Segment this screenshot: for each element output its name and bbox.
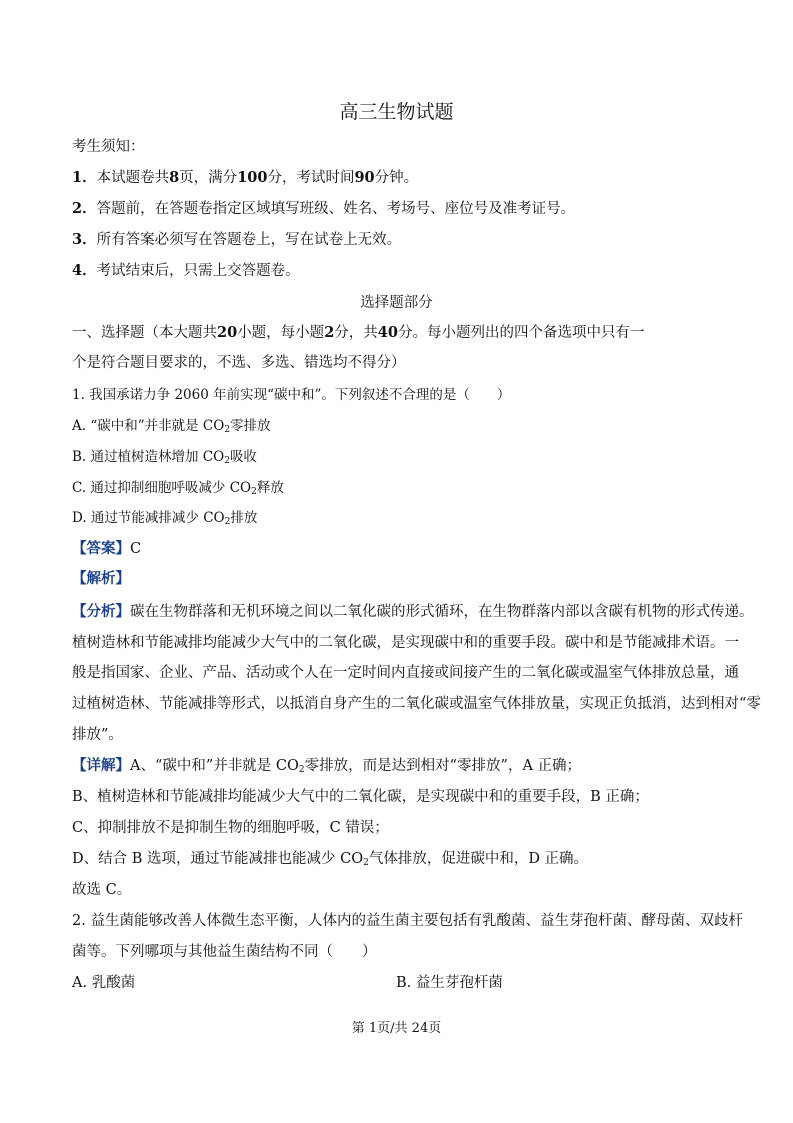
option-text: 零排放 [230, 418, 271, 434]
xiangjie-line-c: C、抑制排放不是抑制生物的细胞呼吸，C 错误； [72, 820, 389, 836]
part1-instructions-line2: 个是符合题目要求的，不选、多选、错选均不得分） [72, 355, 406, 371]
question-1-stem: 1. 我国承诺力争 2060 年前实现“碳中和”。下列叙述不合理的是（ ） [72, 387, 511, 403]
answer-tag: 【答案】 [72, 540, 130, 557]
fenxi-tag: 【分析】 [72, 603, 130, 620]
subscript: 2 [224, 456, 230, 466]
instruction-text: 小题，每小题 [237, 325, 325, 341]
option-text: B. 通过植树造林增加 CO [72, 449, 225, 465]
notice-text: 分，考试时间 [267, 170, 355, 186]
page-footer: 第 1页/共 24页 [351, 1021, 442, 1036]
notice-text: 考试结束后，只需上交答题卷。 [96, 263, 300, 279]
option-text: 吸收 [229, 449, 257, 465]
option-text: D. 通过节能减排减少 CO [72, 510, 225, 526]
notice-item-4 [72, 261, 300, 281]
question-2-stem-line-1: 2. 益生菌能够改善人体微生态平衡，人体内的益生菌主要包括有乳酸菌、益生芽孢杆菌、酵母菌、双歧杆 [72, 913, 743, 929]
notice-item-1 [72, 168, 418, 188]
subscript: 2 [251, 487, 257, 497]
notice-text: 分钟。 [374, 170, 419, 186]
option-text: C. 通过抑制细胞呼吸减少 CO [72, 480, 252, 496]
option-text: 释放 [256, 480, 284, 496]
subscript: 2 [224, 517, 231, 527]
notice-item-number: 2． [72, 200, 97, 217]
instruction-text: 分，共 [334, 325, 378, 341]
notice-item-3 [72, 230, 401, 250]
xiangjie-text: 气体排放，促进碳中和，D 正确。 [368, 851, 589, 867]
notice-item-number: 4． [72, 262, 97, 279]
question-2-option-a: A. 乳酸菌 [72, 975, 136, 991]
notice-item-2 [72, 199, 575, 219]
xiangjie-text: A、“碳中和”并非就是 CO [130, 758, 299, 774]
xiangjie-text: D、结合 B 选项，通过节能减排也能减少 CO [72, 851, 364, 867]
xiangjie-tag: 【详解】 [72, 757, 130, 774]
xiangjie-line-b: B、植树造林和节能减排均能减少大气中的二氧化碳，是实现碳中和的重要手段，B 正确； [72, 789, 649, 805]
notice-text: 所有答案必须写在答题卷上，写在试卷上无效。 [96, 232, 402, 248]
page-title: 高三生物试题 [339, 101, 454, 123]
section-title: 选择题部分 [360, 295, 433, 311]
subscript: 2 [298, 765, 305, 775]
fenxi-text: 碳在生物群落和无机环境之间以二氧化碳的形式循环，在生物群落内部以含碳有机物的形式传递。 [130, 604, 754, 620]
instruction-number: 20 [217, 324, 238, 341]
option-text: A. “碳中和”并非就是 CO [72, 418, 225, 434]
notice-text: 答题前，在答题卷指定区域填写班级、姓名、考场号、座位号及准考证号。 [96, 201, 576, 217]
instruction-number: 2 [324, 324, 335, 341]
question-2-stem-line-2: 菌等。下列哪项与其他益生菌结构不同（ ） [72, 944, 377, 960]
fenxi-line-2: 植树造林和节能减排均能减少大气中的二氧化碳，是实现碳中和的重要手段。碳中和是节能减排术语。一 [72, 635, 739, 651]
question-1-option-b [72, 447, 257, 471]
instruction-number: 40 [377, 324, 398, 341]
question-1-option-d [72, 508, 257, 532]
analysis-tag [72, 569, 130, 589]
subscript: 2 [224, 425, 231, 435]
notice-item-number: 1． [72, 169, 97, 186]
question-1-option-a [72, 416, 271, 440]
option-text: 排放 [230, 510, 258, 526]
instruction-text: 一、选择题（本大题共 [72, 325, 217, 341]
xiangjie-line-a [72, 756, 581, 780]
fenxi-line-5: 排放”。 [72, 727, 123, 743]
notice-bold-value: 8 [169, 169, 180, 186]
fenxi-line-3: 般是指国家、企业、产品、活动或个人在一定时间内直接或间接产生的二氧化碳或温室气体排放总量，通 [72, 665, 739, 681]
fenxi-line-4: 过植树造林、节能减排等形式，以抵消自身产生的二氧化碳或温室气体排放量，实现正负抵消，达到相对“零 [72, 696, 761, 712]
notice-item-number: 3． [72, 231, 97, 248]
part1-instructions-line1 [72, 323, 644, 343]
answer-value: C [130, 541, 142, 557]
conclusion: 故选 C。 [72, 882, 132, 898]
notice-heading: 考生须知： [72, 139, 145, 155]
notice-text: 页，满分 [179, 170, 238, 186]
notice-text: 本试题卷共 [96, 170, 170, 186]
question-1-option-c [72, 478, 284, 502]
question-2-option-b: B. 益生芽孢杆菌 [396, 975, 503, 991]
instruction-text: 分。每小题列出的四个备选项中只有一 [397, 325, 645, 341]
answer-line [72, 539, 141, 559]
notice-bold-value: 90 [354, 169, 375, 186]
notice-bold-value: 100 [237, 169, 268, 186]
analysis-label: 【解析】 [72, 570, 130, 587]
fenxi-line-1 [72, 602, 754, 622]
xiangjie-line-d [72, 849, 588, 873]
xiangjie-text: 零排放，而是达到相对“零排放”，A 正确； [304, 758, 582, 774]
subscript: 2 [363, 858, 369, 868]
